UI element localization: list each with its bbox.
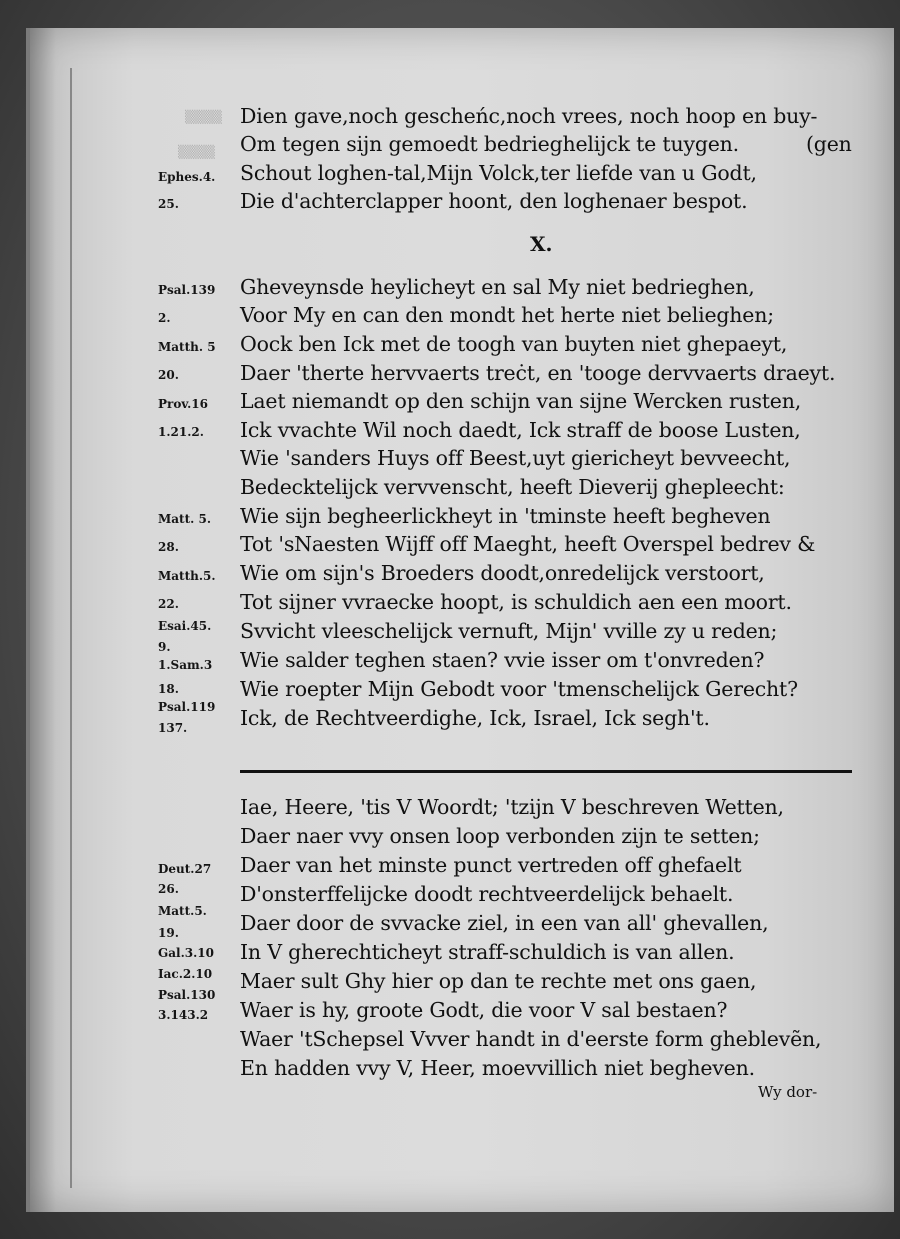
catchword: Wy dor- [758, 1083, 818, 1101]
margin-reference: 25. [158, 197, 179, 211]
verse-line: Om tegen sijn gemoedt bedrieghelijck te tuygen. [240, 132, 739, 156]
margin-reference: Matth.5. [158, 569, 216, 583]
margin-reference: Esai.45. [158, 619, 212, 633]
verse-line: Wie salder teghen staen? vvie isser om t'onvreden? [240, 648, 765, 672]
margin-reference: Psal.119 [158, 700, 216, 714]
verse-line: Wie roepter Mijn Gebodt voor 'tmenschelijck Gerecht? [240, 677, 798, 701]
show-through-text: ▒▒▒▒ [185, 110, 222, 124]
verse-line: Tot 'sNaesten Wijff off Maeght, heeft Overspel bedrev & [240, 532, 816, 556]
margin-reference: 9. [158, 640, 171, 654]
verse-line: Wie om sijn's Broeders doodt,onredelijck verstoort, [240, 561, 765, 585]
margin-reference: Psal.139 [158, 283, 216, 297]
verse-line: Svvicht vleeschelijck vernuft, Mijn' vville zy u reden; [240, 619, 778, 643]
verse-line: Gheveynsde heylicheyt en sal My niet bedrieghen, [240, 275, 755, 299]
margin-reference: 1.21.2. [158, 425, 204, 439]
section-heading: X. [530, 232, 553, 256]
verse-line: Schout loghen-tal,Mijn Volck,ter liefde van u Godt, [240, 161, 757, 185]
verse-line: Daer naer vvy onsen loop verbonden zijn te setten; [240, 824, 760, 848]
verse-line: Voor My en can den mondt het herte niet belieghen; [240, 303, 774, 327]
section-rule [240, 770, 852, 773]
margin-reference: Deut.27 [158, 862, 212, 876]
verse-line: Dien gave,noch gescheńc,noch vrees, noch hoop en buy- [240, 104, 818, 128]
verse-line: Tot sijner vvraecke hoopt, is schuldich aen een moort. [240, 590, 792, 614]
margin-reference: Iac.2.10 [158, 967, 213, 981]
verse-line: Daer 'therte hervvaerts treċt, en 'tooge dervvaerts draeyt. [240, 361, 836, 385]
margin-reference: Gal.3.10 [158, 946, 214, 960]
margin-reference: 137. [158, 721, 188, 735]
verse-line: Wie sijn begheerlickheyt in 'tminste heeft begheven [240, 504, 771, 528]
margin-reference: Matth. 5 [158, 340, 216, 354]
margin-reference: 3.143.2 [158, 1008, 209, 1022]
margin-reference: 20. [158, 368, 179, 382]
margin-reference: 1.Sam.3 [158, 658, 213, 672]
margin-reference: Psal.130 [158, 988, 216, 1002]
verse-line: Bedecktelijck vervvenscht, heeft Dieverij ghepleecht: [240, 475, 785, 499]
margin-reference: 22. [158, 597, 179, 611]
margin-reference: Ephes.4. [158, 170, 216, 184]
verse-line: Ick, de Rechtveerdighe, Ick, Israel, Ick segh't. [240, 706, 710, 730]
verse-line: Wie 'sanders Huys off Beest,uyt giericheyt bevveecht, [240, 446, 791, 470]
margin-reference: 19. [158, 926, 179, 940]
margin-reference: 26. [158, 882, 179, 896]
verse-line: Daer van het minste punct vertreden off ghefaelt [240, 853, 742, 877]
verse-line: En hadden vvy V, Heer, moevvillich niet begheven. [240, 1056, 755, 1080]
verse-line: Daer door de svvacke ziel, in een van all' ghevallen, [240, 911, 769, 935]
verse-line: Iae, Heere, 'tis V Woordt; 'tzijn V beschreven Wetten, [240, 795, 784, 819]
margin-reference: Matt. 5. [158, 512, 212, 526]
verse-line: Waer is hy, groote Godt, die voor V sal bestaen? [240, 998, 728, 1022]
verse-line: Maer sult Ghy hier op dan te rechte met ons gaen, [240, 969, 757, 993]
margin-reference: 2. [158, 311, 171, 325]
verse-line: Die d'achterclapper hoont, den loghenaer bespot. [240, 189, 748, 213]
verse-line: Laet niemandt op den schijn van sijne Wercken rusten, [240, 389, 802, 413]
verse-line: D'onsterffelijcke doodt rechtveerdelijck behaelt. [240, 882, 734, 906]
verse-line: In V gherechticheyt straff-schuldich is van allen. [240, 940, 735, 964]
page-gutter-edge [70, 68, 72, 1188]
show-through-text: ▒▒▒▒ [178, 145, 215, 159]
carry-over-word: (gen [806, 132, 852, 156]
margin-reference: Matt.5. [158, 904, 207, 918]
verse-line: Waer 'tSchepsel Vvver handt in d'eerste form gheblevẽn, [240, 1027, 822, 1051]
verse-line: Oock ben Ick met de toogh van buyten niet ghepaeyt, [240, 332, 788, 356]
margin-reference: 28. [158, 540, 179, 554]
margin-reference: Prov.16 [158, 397, 208, 411]
verse-line: Ick vvachte Wil noch daedt, Ick straff de boose Lusten, [240, 418, 801, 442]
margin-reference: 18. [158, 682, 179, 696]
